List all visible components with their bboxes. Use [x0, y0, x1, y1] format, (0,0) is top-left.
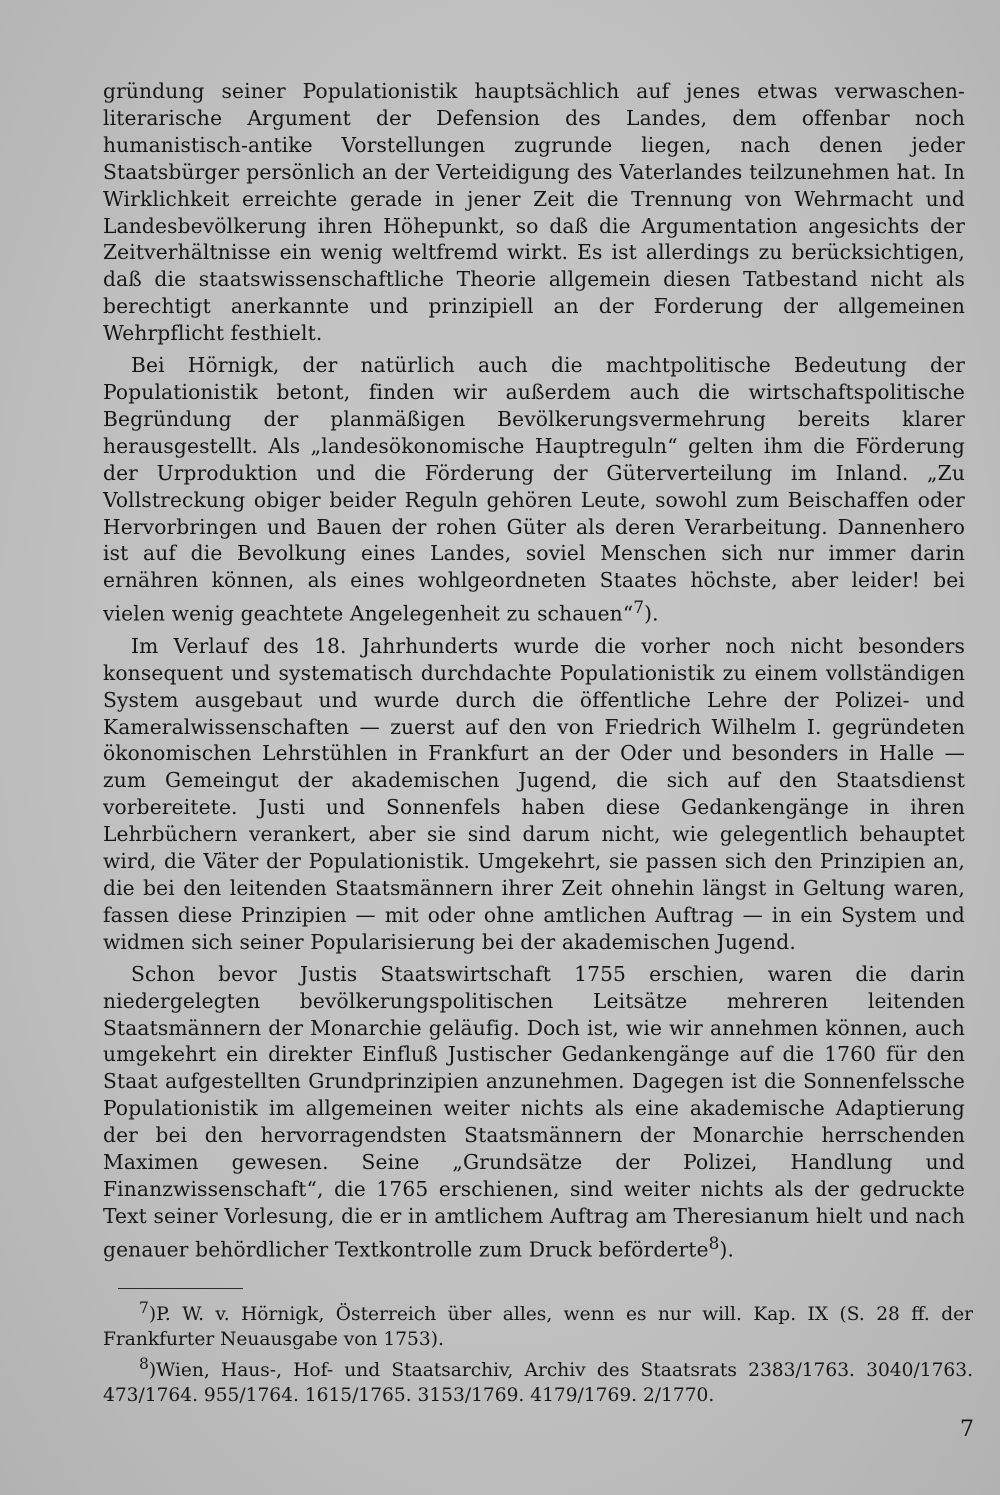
footnote-8-marker: 8	[139, 1355, 149, 1374]
paragraph-2-text: Bei Hörnigk, der natürlich auch die machtpolitische Bedeutung der Populationistik betont, finden wir außerdem auch die wirtschaftspolitische Begründung der planmäßigen Bevölkerungsvermehrung bereits klarer herausgestellt. Als „landesökonomische Hauptreguln“ gelten ihm die Förderung der Urproduktion und die Förderung der Güterverteilung im Inland. „Zu Vollstreckung obiger beider Reguln gehören Leute, sowohl zum Beischaffen oder Hervorbringen und Bauen der rohen Güter als deren Verarbeitung. Dannenhero ist auf die Bevolkung eines Landes, soviel Menschen sich nur immer darin ernähren können, als eines wohlgeordneten Staates höchste, aber leider! bei vielen wenig geachtete Angelegenheit zu schauen“	[103, 353, 965, 626]
footnote-separator	[118, 1288, 243, 1289]
paragraph-1-text: gründung seiner Populationistik hauptsächlich auf jenes etwas verwaschen-literarische Argument der Defension des Landes, dem offenbar noch humanistisch-antike Vorstellungen zugrunde liegen, nach denen jeder Staatsbürger persönlich an der Verteidigung des Vaterlandes teilzunehmen hat. In Wirklichkeit erreichte gerade in jener Zeit die Trennung von Wehrmacht und Landesbevölkerung ihren Höhepunkt, so daß die Argumentation angesichts der Zeitverhältnisse ein wenig weltfremd wirkt. Es ist allerdings zu berücksichtigen, daß die staatswissenschaftliche Theorie allgemein diesen Tatbestand nicht als berechtigt anerkannte und prinzipiell an der Forderung der allgemeinen Wehrpflicht festhielt.	[103, 79, 965, 346]
paragraph-4	[103, 961, 965, 1264]
page-number: 7	[960, 1417, 974, 1442]
paragraph-2-tail: ).	[644, 601, 659, 626]
footnote-ref-7: 7	[633, 597, 645, 618]
main-text	[103, 78, 965, 1263]
footnote-ref-8: 8	[708, 1232, 720, 1253]
paragraph-3	[103, 633, 965, 956]
paragraph-4-text: Schon bevor Justis Staatswirtschaft 1755 erschien, waren die darin niedergelegten bevölkerungspolitischen Leitsätze mehreren leitenden Staatsmännern der Monarchie geläufig. Doch ist, wie wir annehmen können, auch umgekehrt ein direkter Einfluß Justischer Gedankengänge auf die 1760 für den Staat aufgestellten Grundprinzipien anzunehmen. Dagegen ist die Sonnenfelssche Populationistik im allgemeinen weiter nichts als eine akademische Adaptierung der bei den hervorragendsten Staatsmännern der Monarchie herrschenden Maximen gewesen. Seine „Grundsätze der Polizei, Handlung und Finanzwissenschaft“, die 1765 erschienen, sind weiter nichts als der gedruckte Text seiner Vorlesung, die er in amtlichem Auftrag am Theresianum hielt und nach genauer behördlicher Textkontrolle zum Druck beförderte	[103, 961, 965, 1262]
footnote-7-marker: 7	[139, 1299, 149, 1317]
footnote-7: $^7$)P. W. v. Hörnigk, Österreich über alles, wenn es nur will. Kap. IX (S. 28 ff. der Frankfurter Neuausgabe von 1753).	[103, 1299, 973, 1350]
paragraph-2	[103, 352, 965, 628]
paragraph-1	[103, 78, 965, 347]
paragraph-3-text: Im Verlauf des 18. Jahrhunderts wurde die vorher noch nicht besonders konsequent und systematisch durchdachte Populationistik zu einem vollständigen System ausgebaut und wurde durch die öffentliche Lehre der Polizei- und Kameralwissenschaften — zuerst auf den von Friedrich Wilhelm I. gegründeten ökonomischen Lehrstühlen in Frankfurt an der Oder und besonders in Halle — zum Gemeingut der akademischen Jugend, die sich auf den Staatsdienst vorbereitete. Justi und Sonnenfels haben diese Gedankengänge in ihren Lehrbüchern verankert, aber sie sind darum nicht, wie gelegentlich behauptet wird, die Väter der Populationistik. Umgekehrt, sie passen sich den Prinzipien an, die bei den leitenden Staatsmännern ihrer Zeit ohnehin längst in Geltung waren, fassen diese Prinzipien — mit oder ohne amtlichen Auftrag — in ein System und widmen sich seiner Popularisierung bei der akademischen Jugend.	[103, 633, 965, 954]
footnote-7-text: P. W. v. Hörnigk, Österreich über alles, wenn es nur will. Kap. IX (S. 28 ff. der Frankfurter Neuausgabe von 1753).	[103, 1304, 973, 1350]
footnote-8: $^8$)Wien, Haus-, Hof- und Staatsarchiv, Archiv des Staatsrats 2383/1763. 3040/1763. 473/1764. 955/1764. 1615/1765. 3153/1769. 4179/1769. 2/1770.	[103, 1355, 973, 1407]
paragraph-4-tail: ).	[719, 1237, 735, 1262]
footnote-8-text: Wien, Haus-, Hof- und Staatsarchiv, Archiv des Staatsrats 2383/1763. 3040/1763. 473/1764. 955/1764. 1615/1765. 3153/1769. 4179/1769. 2/1770.	[103, 1360, 973, 1407]
footnotes	[103, 1296, 973, 1409]
